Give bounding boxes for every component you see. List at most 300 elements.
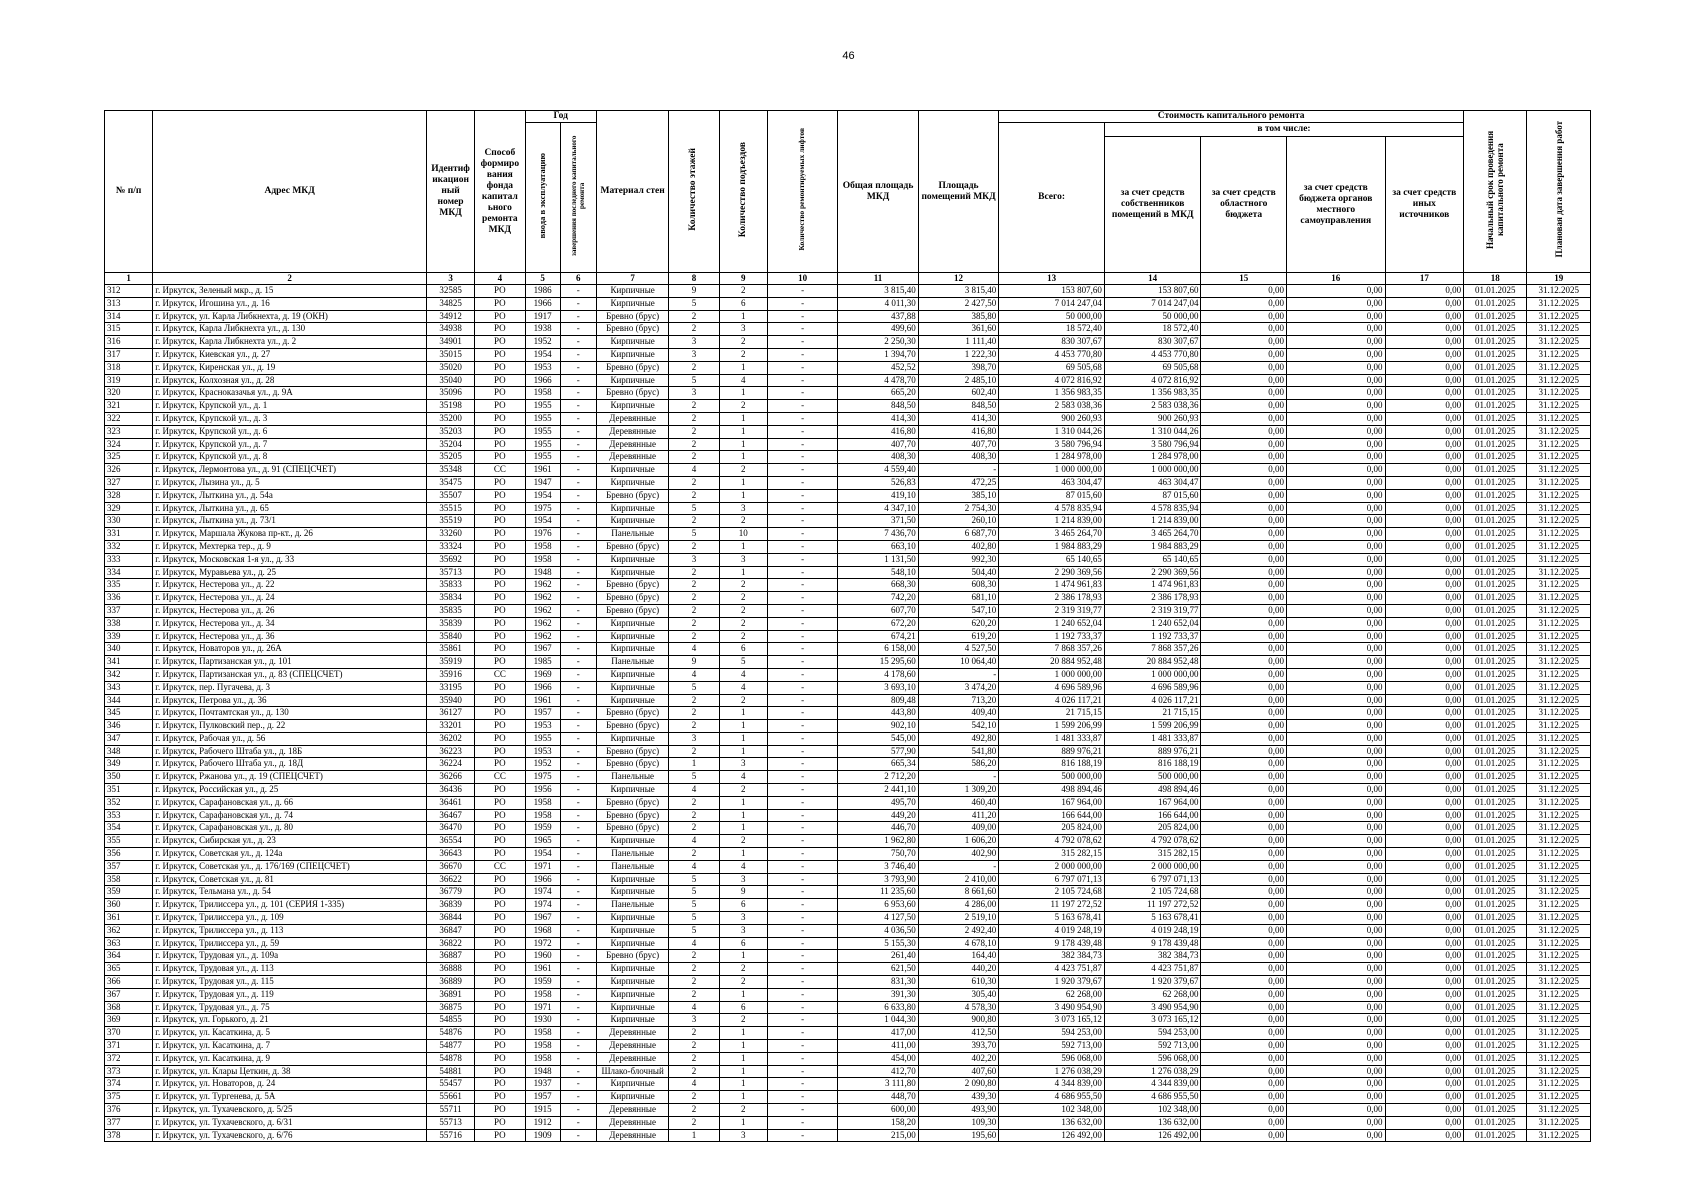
cell-entrances: 1 bbox=[719, 425, 767, 438]
cell-floors: 4 bbox=[669, 937, 719, 950]
cell-year-last-repair: - bbox=[560, 924, 596, 937]
cell-entrances: 4 bbox=[719, 860, 767, 873]
cell-fund-method: РО bbox=[475, 374, 525, 387]
cell-entrances: 5 bbox=[719, 656, 767, 669]
cell-total-area: 750,70 bbox=[838, 848, 918, 861]
cell-fund-method: РО bbox=[475, 336, 525, 349]
cell-lifts: - bbox=[767, 579, 837, 592]
cell-year-last-repair: - bbox=[560, 1078, 596, 1091]
cell-year-last-repair: - bbox=[560, 400, 596, 413]
cell-fund-method: РО bbox=[475, 310, 525, 323]
cell-cost-owners: 1 284 978,00 bbox=[1104, 451, 1201, 464]
cell-entrances: 2 bbox=[719, 464, 767, 477]
cell-start-date: 01.01.2025 bbox=[1464, 899, 1527, 912]
cell-cost-other: 0,00 bbox=[1385, 566, 1464, 579]
cell-total-area: 2 441,10 bbox=[838, 784, 918, 797]
cell-entrances: 2 bbox=[719, 784, 767, 797]
table-row bbox=[105, 720, 1591, 733]
cell-cost-other: 0,00 bbox=[1385, 323, 1464, 336]
cell-floors: 2 bbox=[669, 988, 719, 1001]
cell-total-area: 448,70 bbox=[838, 1091, 918, 1104]
cell-cost-region: 0,00 bbox=[1201, 579, 1287, 592]
cell-end-date: 31.12.2025 bbox=[1527, 374, 1591, 387]
cell-cost-owners: 3 073 165,12 bbox=[1104, 1014, 1201, 1027]
cell-address: г. Иркутск, ул. Тухачевского, д. 5/25 bbox=[153, 1104, 427, 1117]
cell-year-commission: 1966 bbox=[525, 297, 560, 310]
cell-start-date: 01.01.2025 bbox=[1464, 489, 1527, 502]
cell-floors: 4 bbox=[669, 1001, 719, 1014]
cell-floors: 2 bbox=[669, 1104, 719, 1117]
cell-fund-method: РО bbox=[475, 848, 525, 861]
cell-fund-method: РО bbox=[475, 592, 525, 605]
cell-house-id: 35861 bbox=[426, 643, 474, 656]
cell-cost-local: 0,00 bbox=[1286, 784, 1385, 797]
cell-house-id: 34901 bbox=[426, 336, 474, 349]
cell-year-commission: 1958 bbox=[525, 988, 560, 1001]
cell-cost-local: 0,00 bbox=[1286, 1052, 1385, 1065]
column-number: 8 bbox=[669, 273, 719, 285]
cell-end-date: 31.12.2025 bbox=[1527, 656, 1591, 669]
cell-total-area: 3 815,40 bbox=[838, 285, 918, 298]
cell-cost-region: 0,00 bbox=[1201, 323, 1287, 336]
cell-end-date: 31.12.2025 bbox=[1527, 668, 1591, 681]
cell-year-commission: 1955 bbox=[525, 412, 560, 425]
cell-start-date: 01.01.2025 bbox=[1464, 348, 1527, 361]
cell-address: г. Иркутск, Крупской ул., д. 8 bbox=[153, 451, 427, 464]
cell-start-date: 01.01.2025 bbox=[1464, 873, 1527, 886]
cell-address: г. Иркутск, ул. Касаткина, д. 5 bbox=[153, 1027, 427, 1040]
cell-cost-total: 7 868 357,26 bbox=[999, 643, 1105, 656]
cell-house-id: 36839 bbox=[426, 899, 474, 912]
cell-year-last-repair: - bbox=[560, 540, 596, 553]
cell-lifts: - bbox=[767, 1116, 837, 1129]
cell-cost-other: 0,00 bbox=[1385, 771, 1464, 784]
cell-lifts: - bbox=[767, 835, 837, 848]
cell-start-date: 01.01.2025 bbox=[1464, 886, 1527, 899]
cell-lifts: - bbox=[767, 1104, 837, 1117]
cell-entrances: 2 bbox=[719, 835, 767, 848]
cell-lifts: - bbox=[767, 1052, 837, 1065]
cell-wall-material: Кирпичные bbox=[596, 963, 668, 976]
cell-start-date: 01.01.2025 bbox=[1464, 758, 1527, 771]
cell-lifts: - bbox=[767, 489, 837, 502]
cell-lifts: - bbox=[767, 528, 837, 541]
cell-end-date: 31.12.2025 bbox=[1527, 860, 1591, 873]
cell-house-id: 35205 bbox=[426, 451, 474, 464]
cell-cost-total: 3 073 165,12 bbox=[999, 1014, 1105, 1027]
cell-end-date: 31.12.2025 bbox=[1527, 502, 1591, 515]
cell-cost-total: 1 474 961,83 bbox=[999, 579, 1105, 592]
table-row bbox=[105, 374, 1591, 387]
cell-house-id: 54876 bbox=[426, 1027, 474, 1040]
cell-cost-local: 0,00 bbox=[1286, 553, 1385, 566]
cell-address: г. Иркутск, Крупской ул., д. 3 bbox=[153, 412, 427, 425]
cell-cost-region: 0,00 bbox=[1201, 528, 1287, 541]
cell-fund-method: РО bbox=[475, 438, 525, 451]
cell-end-date: 31.12.2025 bbox=[1527, 1027, 1591, 1040]
cell-lifts: - bbox=[767, 860, 837, 873]
cell-house-id: 36844 bbox=[426, 912, 474, 925]
cell-start-date: 01.01.2025 bbox=[1464, 425, 1527, 438]
table-row bbox=[105, 464, 1591, 477]
cell-total-area: 4 178,60 bbox=[838, 668, 918, 681]
cell-lifts: - bbox=[767, 694, 837, 707]
cell-house-id: 32585 bbox=[426, 285, 474, 298]
cell-total-area: 6 158,00 bbox=[838, 643, 918, 656]
cell-floors: 3 bbox=[669, 387, 719, 400]
cell-end-date: 31.12.2025 bbox=[1527, 515, 1591, 528]
cell-wall-material: Кирпичные bbox=[596, 643, 668, 656]
cell-row-num: 352 bbox=[105, 796, 153, 809]
cell-cost-other: 0,00 bbox=[1385, 988, 1464, 1001]
cell-start-date: 01.01.2025 bbox=[1464, 285, 1527, 298]
cell-year-commission: 1947 bbox=[525, 476, 560, 489]
cell-entrances: 2 bbox=[719, 963, 767, 976]
cell-total-area: 449,20 bbox=[838, 809, 918, 822]
cell-wall-material: Панельные bbox=[596, 899, 668, 912]
cell-entrances: 1 bbox=[719, 387, 767, 400]
table-row bbox=[105, 899, 1591, 912]
cell-year-commission: 1954 bbox=[525, 489, 560, 502]
cell-house-id: 35040 bbox=[426, 374, 474, 387]
cell-cost-total: 4 344 839,00 bbox=[999, 1078, 1105, 1091]
cell-address: г. Иркутск, Трудовая ул., д. 109а bbox=[153, 950, 427, 963]
cell-row-num: 357 bbox=[105, 860, 153, 873]
cell-year-commission: 1955 bbox=[525, 732, 560, 745]
cell-rooms-area: 1 222,30 bbox=[918, 348, 998, 361]
cell-rooms-area: 2 519,10 bbox=[918, 912, 998, 925]
cell-cost-other: 0,00 bbox=[1385, 1001, 1464, 1014]
cell-fund-method: РО bbox=[475, 476, 525, 489]
cell-cost-local: 0,00 bbox=[1286, 361, 1385, 374]
table-row bbox=[105, 579, 1591, 592]
cell-row-num: 330 bbox=[105, 515, 153, 528]
cell-cost-region: 0,00 bbox=[1201, 873, 1287, 886]
cell-start-date: 01.01.2025 bbox=[1464, 963, 1527, 976]
cell-cost-other: 0,00 bbox=[1385, 643, 1464, 656]
cell-cost-total: 382 384,73 bbox=[999, 950, 1105, 963]
cell-cost-owners: 18 572,40 bbox=[1104, 323, 1201, 336]
cell-lifts: - bbox=[767, 476, 837, 489]
cell-entrances: 3 bbox=[719, 924, 767, 937]
cell-start-date: 01.01.2025 bbox=[1464, 540, 1527, 553]
cell-house-id: 35507 bbox=[426, 489, 474, 502]
cell-cost-other: 0,00 bbox=[1385, 848, 1464, 861]
cell-cost-local: 0,00 bbox=[1286, 937, 1385, 950]
cell-total-area: 412,70 bbox=[838, 1065, 918, 1078]
cell-lifts: - bbox=[767, 707, 837, 720]
cell-entrances: 1 bbox=[719, 1052, 767, 1065]
cell-cost-region: 0,00 bbox=[1201, 451, 1287, 464]
cell-total-area: 452,52 bbox=[838, 361, 918, 374]
cell-entrances: 6 bbox=[719, 297, 767, 310]
header-year-group: Год bbox=[525, 111, 596, 123]
cell-cost-total: 1 192 733,37 bbox=[999, 630, 1105, 643]
cell-address: г. Иркутск, Лыткина ул., д. 73/1 bbox=[153, 515, 427, 528]
cell-cost-total: 315 282,15 bbox=[999, 848, 1105, 861]
cell-cost-local: 0,00 bbox=[1286, 1027, 1385, 1040]
cell-cost-local: 0,00 bbox=[1286, 950, 1385, 963]
cell-cost-region: 0,00 bbox=[1201, 604, 1287, 617]
cell-total-area: 443,80 bbox=[838, 707, 918, 720]
cell-cost-total: 6 797 071,13 bbox=[999, 873, 1105, 886]
cell-cost-other: 0,00 bbox=[1385, 579, 1464, 592]
table-row bbox=[105, 694, 1591, 707]
cell-wall-material: Панельные bbox=[596, 656, 668, 669]
cell-row-num: 364 bbox=[105, 950, 153, 963]
cell-cost-owners: 5 163 678,41 bbox=[1104, 912, 1201, 925]
cell-cost-owners: 830 307,67 bbox=[1104, 336, 1201, 349]
cell-total-area: 548,10 bbox=[838, 566, 918, 579]
cell-start-date: 01.01.2025 bbox=[1464, 681, 1527, 694]
cell-fund-method: РО bbox=[475, 707, 525, 720]
cell-cost-owners: 62 268,00 bbox=[1104, 988, 1201, 1001]
table-row bbox=[105, 976, 1591, 989]
cell-cost-total: 2 290 369,56 bbox=[999, 566, 1105, 579]
cell-year-last-repair: - bbox=[560, 707, 596, 720]
cell-year-commission: 1962 bbox=[525, 604, 560, 617]
cell-fund-method: РО bbox=[475, 566, 525, 579]
cell-cost-local: 0,00 bbox=[1286, 285, 1385, 298]
cell-end-date: 31.12.2025 bbox=[1527, 1104, 1591, 1117]
cell-wall-material: Кирпичные bbox=[596, 694, 668, 707]
cell-house-id: 36875 bbox=[426, 1001, 474, 1014]
cell-end-date: 31.12.2025 bbox=[1527, 796, 1591, 809]
cell-entrances: 1 bbox=[719, 848, 767, 861]
cell-total-area: 848,50 bbox=[838, 400, 918, 413]
cell-total-area: 4 478,70 bbox=[838, 374, 918, 387]
cell-total-area: 600,00 bbox=[838, 1104, 918, 1117]
cell-entrances: 1 bbox=[719, 451, 767, 464]
cell-row-num: 341 bbox=[105, 656, 153, 669]
cell-total-area: 495,70 bbox=[838, 796, 918, 809]
cell-floors: 2 bbox=[669, 566, 719, 579]
cell-rooms-area: 109,30 bbox=[918, 1116, 998, 1129]
cell-start-date: 01.01.2025 bbox=[1464, 1116, 1527, 1129]
cell-wall-material: Бревно (брус) bbox=[596, 745, 668, 758]
cell-house-id: 36223 bbox=[426, 745, 474, 758]
cell-total-area: 1 962,80 bbox=[838, 835, 918, 848]
cell-end-date: 31.12.2025 bbox=[1527, 361, 1591, 374]
cell-total-area: 4 347,10 bbox=[838, 502, 918, 515]
header-id: Идентиф икацион ный номер МКД bbox=[426, 111, 474, 273]
cell-lifts: - bbox=[767, 732, 837, 745]
cell-year-commission: 1954 bbox=[525, 348, 560, 361]
cell-cost-local: 0,00 bbox=[1286, 1001, 1385, 1014]
cell-total-area: 7 436,70 bbox=[838, 528, 918, 541]
cell-cost-other: 0,00 bbox=[1385, 745, 1464, 758]
cell-year-commission: 1958 bbox=[525, 540, 560, 553]
cell-entrances: 10 bbox=[719, 528, 767, 541]
cell-floors: 2 bbox=[669, 1027, 719, 1040]
cell-address: г. Иркутск, Советская ул., д. 81 bbox=[153, 873, 427, 886]
cell-row-num: 368 bbox=[105, 1001, 153, 1014]
cell-cost-other: 0,00 bbox=[1385, 1040, 1464, 1053]
header-total-area: Общая площадь МКД bbox=[838, 111, 918, 273]
cell-cost-total: 1 276 038,29 bbox=[999, 1065, 1105, 1078]
cell-year-commission: 1971 bbox=[525, 1001, 560, 1014]
cell-address: г. Иркутск, Партизанская ул., д. 101 bbox=[153, 656, 427, 669]
cell-row-num: 350 bbox=[105, 771, 153, 784]
cell-end-date: 31.12.2025 bbox=[1527, 835, 1591, 848]
cell-cost-other: 0,00 bbox=[1385, 617, 1464, 630]
table-row bbox=[105, 387, 1591, 400]
cell-cost-total: 2 000 000,00 bbox=[999, 860, 1105, 873]
cell-wall-material: Кирпичные bbox=[596, 1001, 668, 1014]
table-row bbox=[105, 668, 1591, 681]
cell-fund-method: РО bbox=[475, 899, 525, 912]
cell-cost-region: 0,00 bbox=[1201, 848, 1287, 861]
cell-floors: 2 bbox=[669, 745, 719, 758]
table-row bbox=[105, 297, 1591, 310]
cell-year-commission: 1962 bbox=[525, 617, 560, 630]
cell-address: г. Иркутск, Трилиссера ул., д. 101 (СЕРИЯ 1-335) bbox=[153, 899, 427, 912]
header-end: Плановая дата завершения работ bbox=[1527, 111, 1591, 273]
cell-cost-total: 3 580 796,94 bbox=[999, 438, 1105, 451]
cell-cost-owners: 21 715,15 bbox=[1104, 707, 1201, 720]
cell-floors: 2 bbox=[669, 425, 719, 438]
cell-start-date: 01.01.2025 bbox=[1464, 412, 1527, 425]
cell-cost-local: 0,00 bbox=[1286, 976, 1385, 989]
table-row bbox=[105, 476, 1591, 489]
cell-cost-other: 0,00 bbox=[1385, 348, 1464, 361]
table-row bbox=[105, 553, 1591, 566]
cell-cost-region: 0,00 bbox=[1201, 771, 1287, 784]
cell-rooms-area: 2 492,40 bbox=[918, 924, 998, 937]
cell-start-date: 01.01.2025 bbox=[1464, 1040, 1527, 1053]
cell-cost-owners: 1 240 652,04 bbox=[1104, 617, 1201, 630]
column-number: 11 bbox=[838, 273, 918, 285]
cell-cost-other: 0,00 bbox=[1385, 438, 1464, 451]
cell-total-area: 499,60 bbox=[838, 323, 918, 336]
table-row bbox=[105, 451, 1591, 464]
cell-row-num: 337 bbox=[105, 604, 153, 617]
cell-wall-material: Бревно (брус) bbox=[596, 310, 668, 323]
cell-cost-total: 20 884 952,48 bbox=[999, 656, 1105, 669]
cell-end-date: 31.12.2025 bbox=[1527, 1116, 1591, 1129]
cell-rooms-area: 409,00 bbox=[918, 822, 998, 835]
cell-cost-local: 0,00 bbox=[1286, 848, 1385, 861]
cell-cost-local: 0,00 bbox=[1286, 694, 1385, 707]
cell-row-num: 331 bbox=[105, 528, 153, 541]
cell-cost-total: 4 696 589,96 bbox=[999, 681, 1105, 694]
cell-cost-total: 126 492,00 bbox=[999, 1129, 1105, 1142]
cell-cost-total: 65 140,65 bbox=[999, 553, 1105, 566]
cell-cost-region: 0,00 bbox=[1201, 336, 1287, 349]
cell-year-last-repair: - bbox=[560, 1091, 596, 1104]
cell-year-last-repair: - bbox=[560, 515, 596, 528]
cell-address: г. Иркутск, Рабочего Штаба ул., д. 18Б bbox=[153, 745, 427, 758]
cell-house-id: 35840 bbox=[426, 630, 474, 643]
cell-wall-material: Бревно (брус) bbox=[596, 707, 668, 720]
cell-cost-local: 0,00 bbox=[1286, 1091, 1385, 1104]
cell-year-last-repair: - bbox=[560, 604, 596, 617]
cell-start-date: 01.01.2025 bbox=[1464, 732, 1527, 745]
cell-floors: 2 bbox=[669, 1116, 719, 1129]
cell-entrances: 2 bbox=[719, 604, 767, 617]
cell-cost-other: 0,00 bbox=[1385, 835, 1464, 848]
cell-year-last-repair: - bbox=[560, 336, 596, 349]
table-row bbox=[105, 528, 1591, 541]
cell-lifts: - bbox=[767, 1078, 837, 1091]
cell-cost-total: 3 490 954,90 bbox=[999, 1001, 1105, 1014]
cell-wall-material: Кирпичные bbox=[596, 668, 668, 681]
cell-wall-material: Кирпичные bbox=[596, 732, 668, 745]
cell-row-num: 370 bbox=[105, 1027, 153, 1040]
cell-cost-owners: 4 026 117,21 bbox=[1104, 694, 1201, 707]
cell-cost-region: 0,00 bbox=[1201, 1027, 1287, 1040]
cell-cost-region: 0,00 bbox=[1201, 988, 1287, 1001]
cell-total-area: 545,00 bbox=[838, 732, 918, 745]
cell-cost-other: 0,00 bbox=[1385, 297, 1464, 310]
cell-start-date: 01.01.2025 bbox=[1464, 950, 1527, 963]
cell-house-id: 34825 bbox=[426, 297, 474, 310]
cell-lifts: - bbox=[767, 796, 837, 809]
cell-year-last-repair: - bbox=[560, 1001, 596, 1014]
cell-cost-total: 4 019 248,19 bbox=[999, 924, 1105, 937]
cell-address: г. Иркутск, ул. Касаткина, д. 9 bbox=[153, 1052, 427, 1065]
cell-year-commission: 1912 bbox=[525, 1116, 560, 1129]
cell-total-area: 665,34 bbox=[838, 758, 918, 771]
table-row bbox=[105, 1014, 1591, 1027]
table-row bbox=[105, 1052, 1591, 1065]
cell-cost-region: 0,00 bbox=[1201, 617, 1287, 630]
cell-cost-owners: 126 492,00 bbox=[1104, 1129, 1201, 1142]
table-row bbox=[105, 1040, 1591, 1053]
cell-cost-local: 0,00 bbox=[1286, 425, 1385, 438]
cell-address: г. Иркутск, Трудовая ул., д. 113 bbox=[153, 963, 427, 976]
cell-address: г. Иркутск, Киренская ул., д. 19 bbox=[153, 361, 427, 374]
cell-start-date: 01.01.2025 bbox=[1464, 720, 1527, 733]
cell-year-last-repair: - bbox=[560, 912, 596, 925]
cell-cost-region: 0,00 bbox=[1201, 1001, 1287, 1014]
cell-fund-method: РО bbox=[475, 1104, 525, 1117]
table-row bbox=[105, 1065, 1591, 1078]
cell-row-num: 340 bbox=[105, 643, 153, 656]
header-lifts: Количество ремонтируемых лифтов bbox=[767, 111, 837, 273]
header-floors: Количество этажей bbox=[669, 111, 719, 273]
cell-year-last-repair: - bbox=[560, 745, 596, 758]
cell-lifts: - bbox=[767, 963, 837, 976]
cell-address: г. Иркутск, Карла Либкнехта ул., д. 2 bbox=[153, 336, 427, 349]
page-number: 46 bbox=[842, 50, 855, 62]
cell-year-commission: 1961 bbox=[525, 963, 560, 976]
cell-entrances: 3 bbox=[719, 1129, 767, 1142]
cell-cost-other: 0,00 bbox=[1385, 784, 1464, 797]
cell-year-commission: 1959 bbox=[525, 976, 560, 989]
cell-cost-total: 4 072 816,92 bbox=[999, 374, 1105, 387]
cell-address: г. Иркутск, ул. Тухачевского, д. 6/31 bbox=[153, 1116, 427, 1129]
cell-cost-total: 5 163 678,41 bbox=[999, 912, 1105, 925]
cell-cost-local: 0,00 bbox=[1286, 515, 1385, 528]
cell-total-area: 1 131,50 bbox=[838, 553, 918, 566]
cell-address: г. Иркутск, Новаторов ул., д. 26А bbox=[153, 643, 427, 656]
cell-total-area: 6 633,80 bbox=[838, 1001, 918, 1014]
cell-rooms-area: 1 111,40 bbox=[918, 336, 998, 349]
table-row bbox=[105, 348, 1591, 361]
cell-entrances: 1 bbox=[719, 1091, 767, 1104]
cell-wall-material: Кирпичные bbox=[596, 297, 668, 310]
table-row bbox=[105, 848, 1591, 861]
table-row bbox=[105, 860, 1591, 873]
cell-end-date: 31.12.2025 bbox=[1527, 592, 1591, 605]
cell-cost-region: 0,00 bbox=[1201, 681, 1287, 694]
cell-end-date: 31.12.2025 bbox=[1527, 1091, 1591, 1104]
cell-start-date: 01.01.2025 bbox=[1464, 809, 1527, 822]
cell-address: г. Иркутск, Киевская ул., д. 27 bbox=[153, 348, 427, 361]
cell-house-id: 36779 bbox=[426, 886, 474, 899]
cell-entrances: 1 bbox=[719, 412, 767, 425]
